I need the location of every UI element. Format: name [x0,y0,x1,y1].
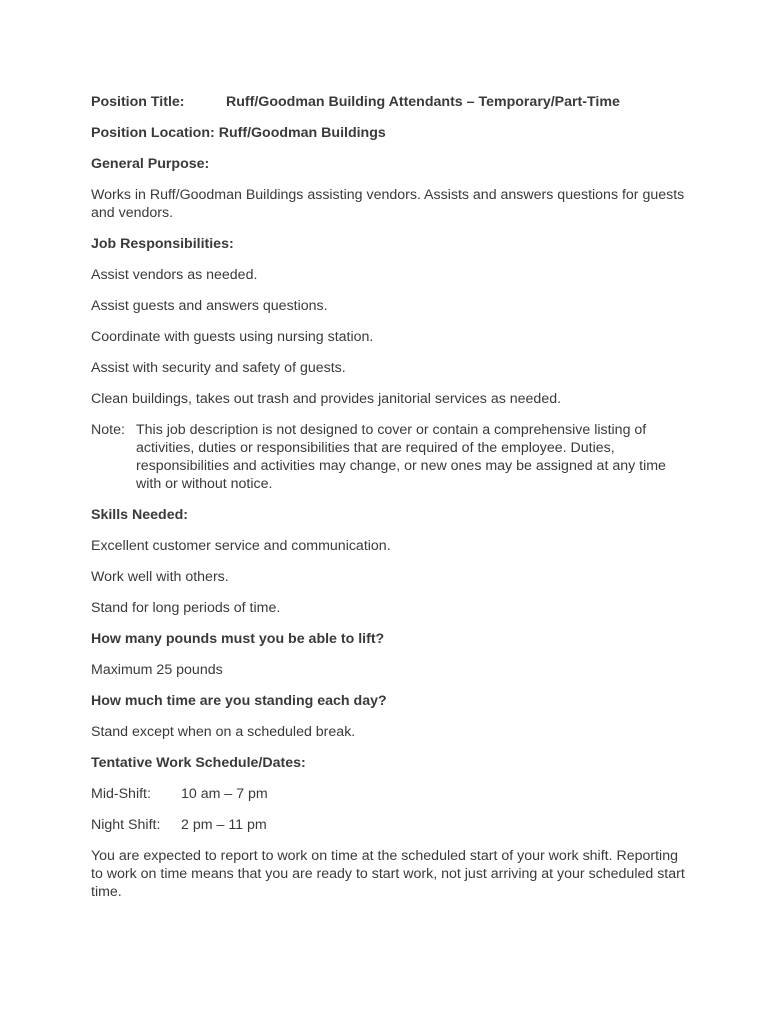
responsibility-item: Coordinate with guests using nursing station. [91,329,374,345]
responsibility-item: Clean buildings, takes out trash and provides janitorial services as needed. [91,391,562,407]
responsibility-item: Assist vendors as needed. [91,267,258,283]
standing-answer: Stand except when on a scheduled break. [91,724,356,740]
job-responsibilities-heading: Job Responsibilities: [91,236,234,252]
note-block [91,421,691,493]
shift-time: 10 am – 7 pm [181,786,268,802]
skill-item: Work well with others. [91,569,229,585]
schedule-heading: Tentative Work Schedule/Dates: [91,755,306,771]
skills-needed-heading: Skills Needed: [91,507,188,523]
note-text: This job description is not designed to cover or contain a comprehensive listing of activities, duties or responsibilities that are required of the employee. Duties, responsibilities and activities may change, or new ones may be assigned at any time with or without notice. [136,422,666,492]
position-title-line [91,93,691,111]
shift-label: Night Shift: [91,817,161,833]
general-purpose-text: Works in Ruff/Goodman Buildings assisting vendors. Assists and answers questions for guests and vendors. [91,187,685,221]
skill-item: Excellent customer service and communication. [91,538,391,554]
general-purpose-heading: General Purpose: [91,156,210,172]
job-description-document [91,93,691,914]
schedule-closing-text: You are expected to report to work on time at the scheduled start of your work shift. Reporting to work on time means that you are ready to start work, not just arriving at your scheduled start time. [91,848,685,900]
standing-heading: How much time are you standing each day? [91,693,387,709]
shift-label: Mid-Shift: [91,786,151,802]
responsibility-item: Assist with security and safety of guests. [91,360,346,376]
position-location-label: Position Location: [91,125,215,141]
shift-row [91,785,691,803]
position-title-value: Ruff/Goodman Building Attendants – Temporary/Part-Time [226,94,620,110]
skill-item: Stand for long periods of time. [91,600,281,616]
position-title-label: Position Title: [91,94,185,110]
lift-heading: How many pounds must you be able to lift? [91,631,385,647]
responsibility-item: Assist guests and answers questions. [91,298,328,314]
shift-time: 2 pm – 11 pm [181,817,267,833]
lift-answer: Maximum 25 pounds [91,662,223,678]
note-label: Note: [91,422,125,438]
position-location-value: Ruff/Goodman Buildings [218,125,386,141]
position-location-line [91,124,691,142]
shift-row [91,816,691,834]
